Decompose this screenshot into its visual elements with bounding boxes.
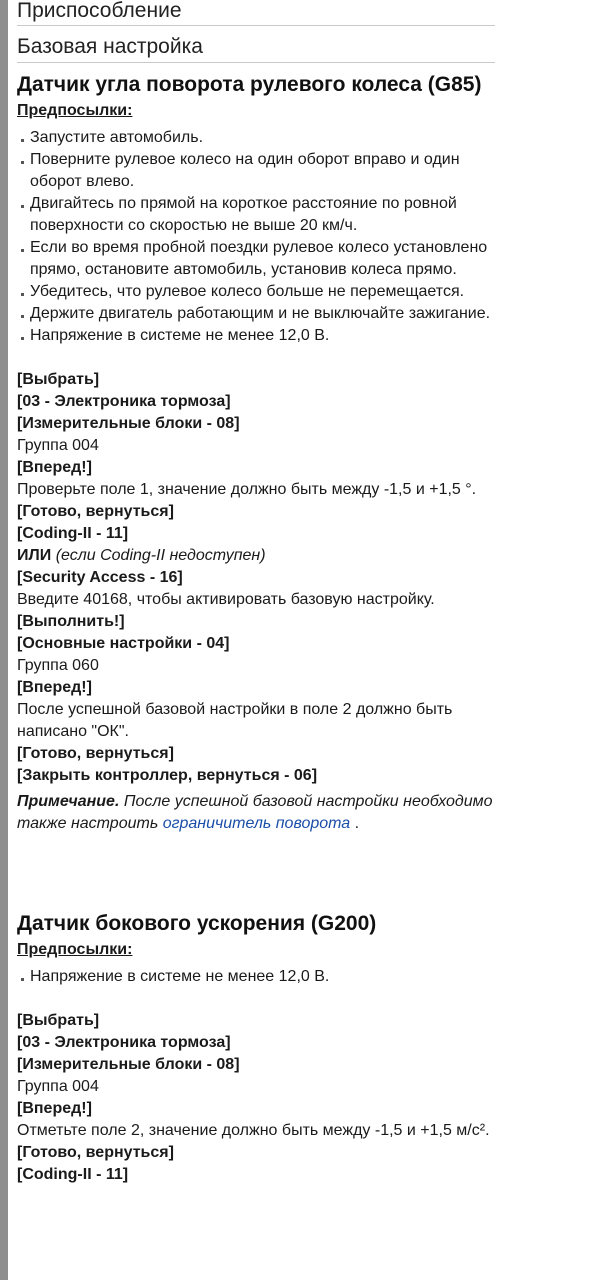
- note-label: Примечание.: [17, 793, 120, 810]
- list-item: Напряжение в системе не менее 12,0 В.: [17, 325, 495, 347]
- left-edge-rule: [0, 0, 8, 1280]
- s2-step-done-return: [Готово, вернуться]: [17, 1144, 174, 1161]
- section1-note: [17, 791, 495, 835]
- step-check-field: Проверьте поле 1, значение должно быть между -1,5 и +1,5 °.: [17, 481, 477, 498]
- s2-step-measuring-blocks: [Измерительные блоки - 08]: [17, 1056, 240, 1073]
- or-label: ИЛИ: [17, 547, 52, 564]
- list-item: Двигайтесь по прямой на короткое расстояние по ровной поверхности со скоростью не выше 20 км/ч.: [17, 193, 495, 237]
- step-coding-ii: [Coding-II - 11]: [17, 525, 129, 542]
- note-text: После успешной базовой настройки необходимо также настроить: [17, 793, 493, 832]
- s2-step-coding-ii: [Coding-II - 11]: [17, 1166, 129, 1183]
- s2-step-group: Группа 004: [17, 1078, 99, 1095]
- step-result-ok: После успешной базовой настройки в поле 2 должно быть написано "ОК".: [17, 701, 453, 740]
- list-item: Держите двигатель работающим и не выключайте зажигание.: [17, 303, 495, 325]
- step-security-access: [Security Access - 16]: [17, 569, 183, 586]
- step-group: Группа 004: [17, 437, 99, 454]
- step-enter-code: Введите 40168, чтобы активировать базовую настройку.: [17, 591, 435, 608]
- note-end: .: [354, 815, 360, 832]
- step-close-controller: [Закрыть контроллер, вернуться - 06]: [17, 767, 318, 784]
- section1-title: Датчик угла поворота рулевого колеса (G85): [17, 73, 482, 96]
- list-item: Поверните рулевое колесо на один оборот вправо и один оборот влево.: [17, 149, 495, 193]
- s2-step-module: [03 - Электроника тормоза]: [17, 1034, 231, 1051]
- step-done-return-2: [Готово, вернуться]: [17, 745, 174, 762]
- breadcrumb-level2: Базовая настройка: [17, 36, 495, 63]
- step-go-2: [Вперед!]: [17, 679, 92, 696]
- step-done-return: [Готово, вернуться]: [17, 503, 174, 520]
- section1-prereq-list: [17, 127, 495, 347]
- section2-prereq-label: Предпосылки:: [17, 941, 133, 958]
- step-go: [Вперед!]: [17, 459, 92, 476]
- section2-title: Датчик бокового ускорения (G200): [17, 912, 377, 935]
- steering-limiter-link[interactable]: ограничитель поворота: [162, 815, 351, 832]
- step-measuring-blocks: [Измерительные блоки - 08]: [17, 415, 240, 432]
- step-group-060: Группа 060: [17, 657, 99, 674]
- section1-prereq-label: Предпосылки:: [17, 102, 133, 119]
- s2-step-select: [Выбрать]: [17, 1012, 100, 1029]
- step-execute: [Выполнить!]: [17, 613, 125, 630]
- step-select: [Выбрать]: [17, 371, 100, 388]
- breadcrumb-level1: Приспособление: [17, 0, 495, 26]
- step-basic-settings: [Основные настройки - 04]: [17, 635, 230, 652]
- s2-step-go: [Вперед!]: [17, 1100, 92, 1117]
- list-item: Если во время пробной поездки рулевое колесо установлено прямо, остановите автомобиль, установив колеса прямо.: [17, 237, 495, 281]
- section2-prereq-list: [17, 966, 495, 988]
- step-or: [17, 545, 495, 567]
- s2-step-check-field: Отметьте поле 2, значение должно быть между -1,5 и +1,5 м/с².: [17, 1122, 490, 1139]
- step-module: [03 - Электроника тормоза]: [17, 393, 231, 410]
- document-content: [17, 0, 495, 1186]
- list-item: Убедитесь, что рулевое колесо больше не перемещается.: [17, 281, 495, 303]
- or-condition: (если Coding-II недоступен): [55, 547, 266, 564]
- list-item: Запустите автомобиль.: [17, 127, 495, 149]
- list-item: Напряжение в системе не менее 12,0 В.: [17, 966, 495, 988]
